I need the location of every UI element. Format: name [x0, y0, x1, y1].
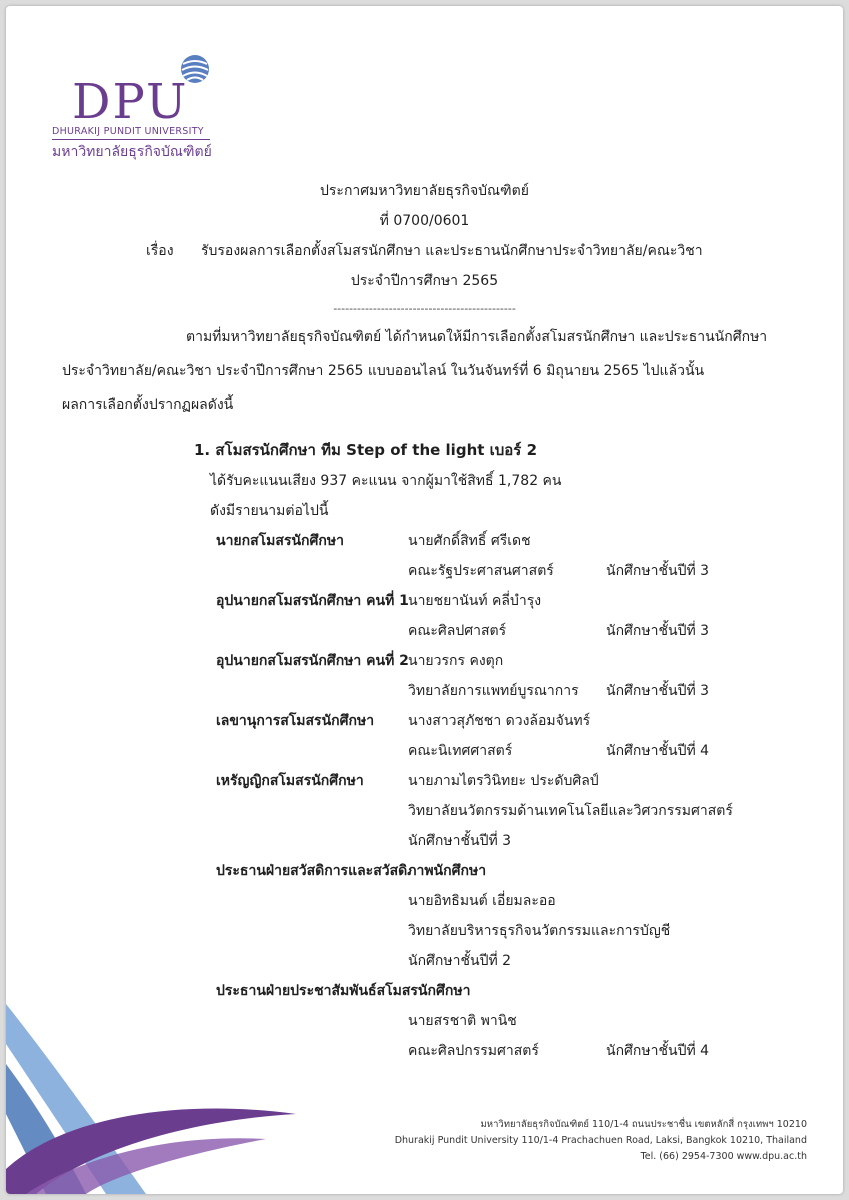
- decorative-swoosh: [6, 994, 306, 1194]
- officer-faculty: วิทยาลัยนวัตกรรมด้านเทคโนโลยีและวิศวกรรมศาสตร์: [408, 803, 733, 819]
- logo-thai-name: มหาวิทยาลัยธุรกิจบัณฑิตย์: [52, 144, 212, 160]
- logo-english-name: DHURAKIJ PUNDIT UNIVERSITY: [52, 126, 204, 137]
- officer-name: นายสรชาติ พานิช: [408, 1013, 517, 1029]
- intro-line-3: ผลการเลือกตั้งปรากฏผลดังนี้: [62, 397, 234, 413]
- officer-position: นายกสโมสรนักศึกษา: [216, 533, 344, 549]
- vote-summary: ได้รับคะแนนเสียง 937 คะแนน จากผู้มาใช้สิทธิ์ 1,782 คน: [210, 473, 562, 489]
- intro-line-1: ตามที่มหาวิทยาลัยธุรกิจบัณฑิตย์ ได้กำหนดให้มีการเลือกตั้งสโมสรนักศึกษา และประธานนักศึกษา: [186, 329, 768, 345]
- officer-name: นางสาวสุภัชชา ดวงล้อมจันทร์: [408, 713, 591, 729]
- officer-year: นักศึกษาชั้นปีที่ 3: [606, 683, 710, 699]
- officer-faculty: คณะรัฐประศาสนศาสตร์: [408, 563, 554, 579]
- officer-name: นายวรกร คงตุก: [408, 653, 504, 669]
- officer-position: อุปนายกสโมสรนักศึกษา คนที่ 1: [216, 593, 409, 609]
- logo-mark: DPU: [72, 74, 189, 130]
- university-logo: [52, 50, 222, 162]
- officer-faculty: คณะศิลปศาสตร์: [408, 623, 507, 639]
- announcement-number: ที่ 0700/0601: [379, 213, 470, 229]
- officer-year: นักศึกษาชั้นปีที่ 3: [606, 563, 710, 579]
- subject-label: เรื่อง: [146, 243, 174, 259]
- officer-position: อุปนายกสโมสรนักศึกษา คนที่ 2: [216, 653, 409, 669]
- officer-position: เหรัญญิกสโมสรนักศึกษา: [216, 773, 364, 789]
- officer-name: นายภามไตรวินิทยะ ประดับศิลป์: [408, 773, 599, 789]
- footer-english-address: Dhurakij Pundit University 110/1-4 Prachachuen Road, Laksi, Bangkok 10210, Thailand: [394, 1135, 807, 1146]
- officer-faculty: วิทยาลัยบริหารธุรกิจนวัตกรรมและการบัญชี: [408, 923, 671, 939]
- list-intro: ดังมีรายนามต่อไปนี้: [210, 503, 329, 519]
- officer-position: เลขานุการสโมสรนักศึกษา: [216, 713, 375, 729]
- officer-name: นายศักดิ์สิทธิ์ ศรีเดช: [408, 533, 531, 549]
- officer-position: ประธานฝ่ายสวัสดิการและสวัสดิภาพนักศึกษา: [216, 863, 487, 879]
- officer-year: นักศึกษาชั้นปีที่ 4: [606, 1043, 710, 1059]
- officer-position: ประธานฝ่ายประชาสัมพันธ์สโมสรนักศึกษา: [216, 983, 471, 999]
- logo-divider: [52, 139, 210, 140]
- footer-thai-address: มหาวิทยาลัยธุรกิจบัณฑิตย์ 110/1-4 ถนนประชาชื่น เขตหลักสี่ กรุงเทพฯ 10210: [480, 1119, 807, 1130]
- announcement-title: ประกาศมหาวิทยาลัยธุรกิจบัณฑิตย์: [320, 183, 529, 199]
- officer-year: นักศึกษาชั้นปีที่ 3: [606, 623, 710, 639]
- officer-faculty: วิทยาลัยการแพทย์บูรณาการ: [408, 683, 579, 699]
- footer-contact: Tel. (66) 2954-7300 www.dpu.ac.th: [640, 1151, 807, 1162]
- subject-text: รับรองผลการเลือกตั้งสโมสรนักศึกษา และประธานนักศึกษาประจำวิทยาลัย/คณะวิชา: [201, 243, 703, 259]
- officer-faculty: คณะนิเทศศาสตร์: [408, 743, 513, 759]
- officer-year: นักศึกษาชั้นปีที่ 4: [606, 743, 710, 759]
- officer-faculty: คณะศิลปกรรมศาสตร์: [408, 1043, 539, 1059]
- officer-year: นักศึกษาชั้นปีที่ 3: [408, 833, 512, 849]
- section-heading: 1. สโมสรนักศึกษา ทีม Step of the light เบอร์ 2: [194, 441, 538, 459]
- officer-name: นายอิทธิมนต์ เอี่ยมละออ: [408, 893, 556, 909]
- header-divider: ----------------------------------------------: [333, 302, 516, 315]
- officer-year: นักศึกษาชั้นปีที่ 2: [408, 953, 512, 969]
- intro-line-2: ประจำวิทยาลัย/คณะวิชา ประจำปีการศึกษา 2565 แบบออนไลน์ ในวันจันทร์ที่ 6 มิถุนายน 2565 ไปแล้วนั้น: [62, 363, 705, 379]
- document-page: [6, 6, 843, 1194]
- subject-year: ประจำปีการศึกษา 2565: [350, 273, 499, 289]
- officer-name: นายชยานันท์ คลี่บำรุง: [408, 593, 542, 609]
